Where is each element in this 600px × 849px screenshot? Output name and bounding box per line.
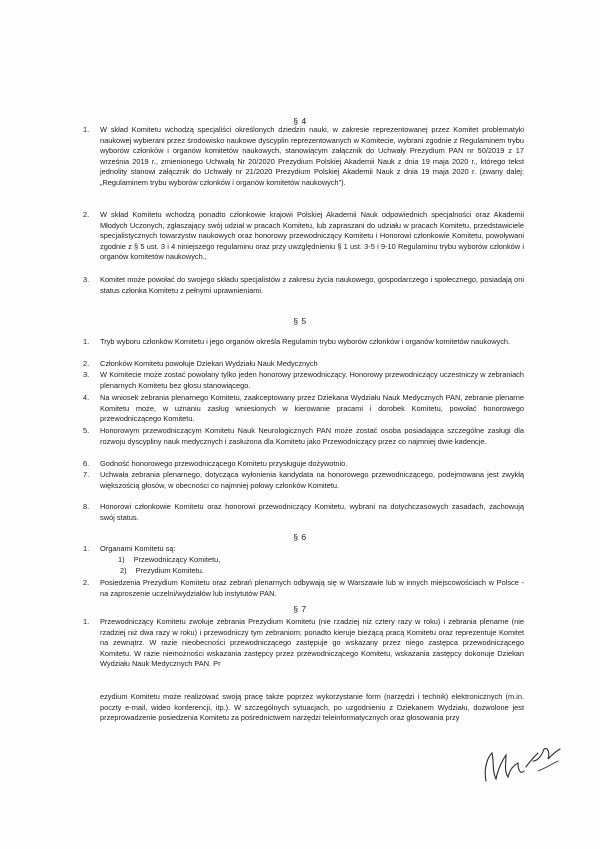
item-number: 3. — [83, 370, 90, 379]
organ-item-2 — [120, 566, 204, 577]
paragraph-6-1 — [83, 544, 524, 555]
signature-text — [478, 731, 479, 732]
item-text: ezydium Komitetu może realizować swoją pracę także poprzez wykorzystanie form (narzędzi i technik) elektronicznych (m.in. poczty e-mail, wideo konferencji, itp.). W szczególnych sytuacjach, po uzgodnieniu z Dziekanem Wydziału, dozwolone jest przeprowadzenie posiedzenia Komitetu za pośrednictwem narzędzi teleinformatycznych oraz głosowania przy — [100, 692, 524, 723]
section-heading-6: § 6 — [293, 532, 307, 542]
item-text: Na wniosek zebrania plenarnego Komitetu, zaakceptowany przez Dziekana Wydziału Nauk Medycznych PAN, zebranie plenarne Komitetu może, w uznaniu zasług wniesionych w kierowanie pracami i dorobek Komitetu, powołać honorowego przewodniczącego Komitetu. — [100, 393, 524, 424]
item-number: 5. — [83, 426, 90, 435]
organ-text: Przewodniczący Komitetu, — [133, 555, 221, 564]
item-text: Honorowym przewodniczącym Komitetu Nauk Neurologicznych PAN może zostać osoba posiadająca szczególne zasługi dla rozwoju dyscypliny nauk medycznych i zasłużona dla Komitetu jako Przewodniczący przez co najmniej dwie kadencje. — [100, 426, 524, 446]
item-text: Organami Komitetu są: — [100, 544, 176, 553]
item-text: Tryb wyboru członków Komitetu i jego organów określa Regulamin trybu wyborów członków i organów komitetów naukowych. — [100, 337, 511, 346]
item-text: Uchwała zebrania plenarnego, dotycząca wyłonienia kandydata na honorowego przewodniczącego, podejmowana jest zwykłą większością głosów, w obecności co najmniej połowy członków Komitetu. — [100, 470, 524, 490]
paragraph-4-2 — [83, 210, 524, 263]
section-heading-7: § 7 — [293, 604, 307, 614]
paragraph-4-3 — [83, 275, 524, 296]
paragraph-7-1 — [83, 617, 524, 670]
item-number: 2. — [83, 359, 90, 368]
item-text: Członków Komitetu powołuje Dziekan Wydziału Nauk Medycznych — [100, 359, 318, 368]
paragraph-5-7 — [83, 470, 524, 491]
item-text: Przewodniczący Komitetu zwołuje zebrania Prezydium Komitetu (nie rzadziej niż cztery razy w roku) i zebrania plenarne (nie rzadziej niż dwa razy w roku) i przewodniczy tym zebraniom; ponadto kieruje bieżącą pracą Komitetu oraz reprezentuje Komitet na zewnątrz. W razie nieobecności przewodniczącego zastępuje go wskazany przez niego zastępca przewodniczącego Komitetu. W razie niemożności wskazania zastępcy przez przewodniczącego Komitetu, wskazania zastępcy dokonuje Dziekan Wydziału Nauk Medycznych PAN. Pr — [100, 617, 524, 669]
paragraph-5-8 — [83, 502, 524, 523]
item-number: 2. — [83, 578, 90, 587]
paragraph-6-2 — [83, 578, 524, 599]
item-number: 1. — [83, 125, 90, 134]
paragraph-5-2 — [83, 359, 524, 370]
item-text: Honorowi członkowie Komitetu oraz honorowi przewodniczący Komitetu, wybrani na dotychczasowych zasadach, zachowują swój status. — [100, 502, 524, 522]
item-number: 6. — [83, 459, 90, 468]
paragraph-5-5 — [83, 426, 524, 447]
paragraph-5-6 — [83, 459, 524, 470]
organ-number: 1) — [118, 555, 125, 564]
paragraph-5-1 — [83, 337, 524, 348]
item-number: 8. — [83, 502, 90, 511]
section-heading-5: § 5 — [293, 316, 307, 326]
item-text: W Komitecie może zostać powołany tylko jeden honorowy przewodniczący. Honorowy przewodniczący uczestniczy w zebraniach plenarnych Komitetu bez głosu stanowiącego. — [100, 370, 524, 390]
item-number: 1. — [83, 544, 90, 553]
item-text: Godność honorowego przewodniczącego Komitetu przysługuje dożywotnio. — [100, 459, 348, 468]
item-number: 1. — [83, 337, 90, 346]
item-number: 3. — [83, 275, 90, 284]
item-number: 7. — [83, 470, 90, 479]
item-text: W skład Komitetu wchodzą ponadto członkowie krajowi Polskiej Akademii Nauk odpowiednich specjalności oraz Akademii Młodych Uczonych, zgłaszający swój udział w pracach Komitetu, lub zapraszani do udziału w pracach Komitetu, przedstawiciele specjalistycznych towarzystw naukowych oraz honorowy przewodniczący Komitetu i Honorowi członkowie Komitetu, powoływani zgodnie z § 5 ust. 3 i 4 niniejszego regulaminu oraz przy uwzględnieniu § 1 ust. 3-5 i 9-10 Regulaminu trybu wyborów członków i organów komitetów naukowych., — [100, 210, 524, 262]
section-heading-4: § 4 — [293, 116, 307, 126]
item-number: 2. — [83, 210, 90, 219]
paragraph-5-3 — [83, 370, 524, 391]
item-text: Komitet może powołać do swojego składu specjalistów z zakresu życia naukowego, gospodarczego i społecznego, posiadają oni status członka Komitetu z pełnymi uprawnieniami. — [100, 275, 524, 295]
item-number: 4. — [83, 393, 90, 402]
signature-scribble — [478, 731, 568, 801]
item-text: Posiedzenia Prezydium Komitetu oraz zebrań plenarnych odbywają się w Warszawie lub w innych miejscowościach w Polsce - na zaproszenie uczelni/wydziałów lub instytutów PAN. — [100, 578, 524, 598]
organ-text: Prezydium Komitetu. — [135, 566, 204, 575]
organ-number: 2) — [120, 566, 127, 575]
paragraph-7-1-continued — [100, 692, 524, 724]
paragraph-5-4 — [83, 393, 524, 425]
organ-item-1 — [118, 555, 220, 566]
paragraph-4-1 — [83, 125, 524, 189]
handwritten-signature — [478, 731, 568, 801]
item-text: W skład Komitetu wchodzą specjaliści określonych dziedzin nauki, w zakresie reprezentowanej przez Komitet problematyki naukowej wybierani przez środowisko naukowe dyscyplin reprezentowanych w Komitecie, wybrani zgodnie z Regulaminem trybu wyborów członków i organów komitetów naukowych, stanowiącym załącznik do Uchwały Prezydium PAN nr 50/2019 z 17 września 2019 r., zmienionego Uchwałą Nr 20/2020 Prezydium Polskiej Akademii Nauk z dnia 19 maja 2020 r., którego tekst jednolity stanowi załącznik do Uchwały nr 21/2020 Prezydium Polskiej Akademii Nauk z dnia 19 maja 2020 r. (zwany dalej: „Regulaminem trybu wyborów członków i organów komitetów naukowych”). — [100, 125, 524, 187]
item-number: 1. — [83, 617, 90, 626]
